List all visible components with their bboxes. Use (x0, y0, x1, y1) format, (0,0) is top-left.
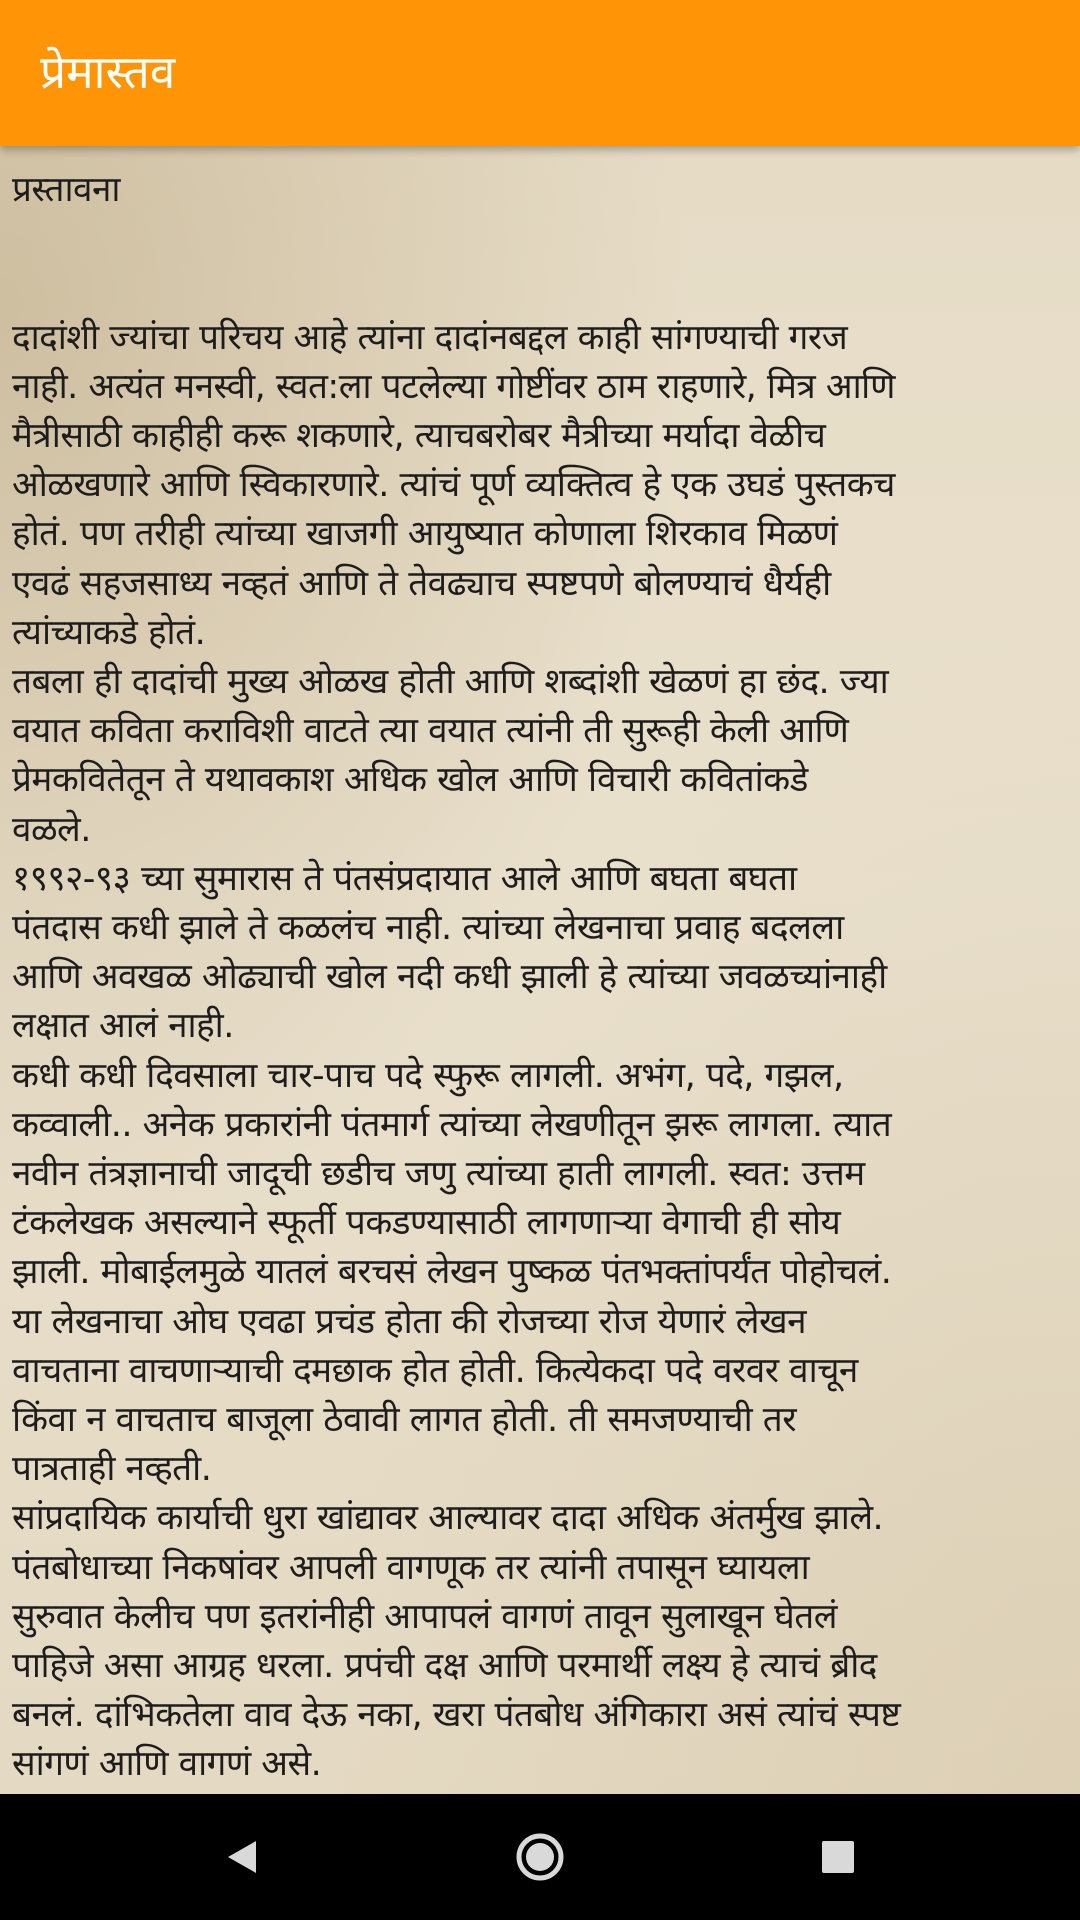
home-circle-icon (510, 1827, 570, 1887)
paragraph: सांप्रदायिक कार्याची धुरा खांद्यावर आल्यावर दादा अधिक अंतर्मुख झाले. पंतबोधाच्या निकषांवर आपली वागणूक तर त्यांनी तपासून घ्यायला सुरुवात केलीच पण इतरांनीही आपापलं वागणं तावून सुलाखून घेतलं पाहिजे असा आग्रह धरला. प्रपंची दक्ष आणि परमार्थी लक्ष्य हे त्याचं ब्रीद बनलं. दांभिकतेला वाव देऊ नका, खरा पंतबोध अंगिकारा असं त्यांचं स्पष्ट सांगणं आणि वागणं असे. (12, 1498, 901, 1785)
back-button[interactable] (212, 1827, 272, 1887)
article-heading: प्रस्तावना (12, 170, 120, 210)
back-triangle-icon (212, 1827, 272, 1887)
paragraph: दादांशी ज्यांचा परिचय आहे त्यांना दादांनबद्दल काही सांगण्याची गरज नाही. अत्यंत मनस्वी, स्वत:ला पटलेल्या गोष्टींवर ठाम राहणारे, मित्र आणि मैत्रीसाठी काहीही करू शकणारे, त्याचबरोबर मैत्रीच्या मर्यादा वेळीच ओळखणारे आणि स्विकारणारे. त्यांचं पूर्ण व्यक्तित्व हे एक उघडं पुस्तकच होतं. पण तरीही त्यांच्या खाजगी आयुष्यात कोणाला शिरकाव मिळणं एवढं सहजसाध्य नव्हतं आणि ते तेवढ्याच स्पष्टपणे बोलण्याचं धैर्यही त्यांच्याकडे होतं. (12, 317, 895, 653)
app-bar (0, 0, 1080, 146)
recents-square-icon (808, 1827, 868, 1887)
recents-button[interactable] (808, 1827, 868, 1887)
system-navigation-bar (0, 1794, 1080, 1920)
paragraph: कधी कधी दिवसाला चार-पाच पदे स्फुरू लागली. अभंग, पदे, गझल, कव्वाली.. अनेक प्रकारांनी पंतमार्ग त्यांच्या लेखणीतून झरू लागला. त्यात नवीन तंत्रज्ञानाची जादूची छडीच जणु त्यांच्या हाती लागली. स्वत: उत्तम टंकलेखक असल्याने स्फूर्ती पकडण्यासाठी लागणाऱ्या वेगाची ही सोय झाली. मोबाईलमुळे यातलं बरचसं लेखन पुष्कळ पंतभक्तांपर्यंत पोहोचलं. या लेखनाचा ओघ एवढा प्रचंड होता की रोजच्या रोज येणारं लेखन वाचताना वाचणाऱ्याची दमछाक होत होती. कित्येकदा पदे वरवर वाचून किंवा न वाचताच बाजूला ठेवावी लागत होती. ती समजण्याची तर पात्रताही नव्हती. (12, 1055, 892, 1490)
reading-pane[interactable] (0, 146, 1080, 1794)
paragraph: तबला ही दादांची मुख्य ओळख होती आणि शब्दांशी खेळणं हा छंद. ज्या वयात कविता कराविशी वाटते त्या वयात त्यांनी ती सुरूही केली आणि प्रेमकवितेतून ते यथावकाश अधिक खोल आणि विचारी कवितांकडे वळले. (12, 662, 889, 850)
app-title: प्रेमास्तव (40, 45, 176, 99)
article-body (12, 166, 1072, 1790)
home-button[interactable] (510, 1827, 570, 1887)
paragraph: १९९२-९३ च्या सुमारास ते पंतसंप्रदायात आले आणि बघता बघता पंतदास कधी झाले ते कळलंच नाही. त्यांच्या लेखनाचा प्रवाह बदलला आणि अवखळ ओढ्याची खोल नदी कधी झाली हे त्यांच्या जवळच्यांनाही लक्षात आलं नाही. (12, 858, 887, 1047)
